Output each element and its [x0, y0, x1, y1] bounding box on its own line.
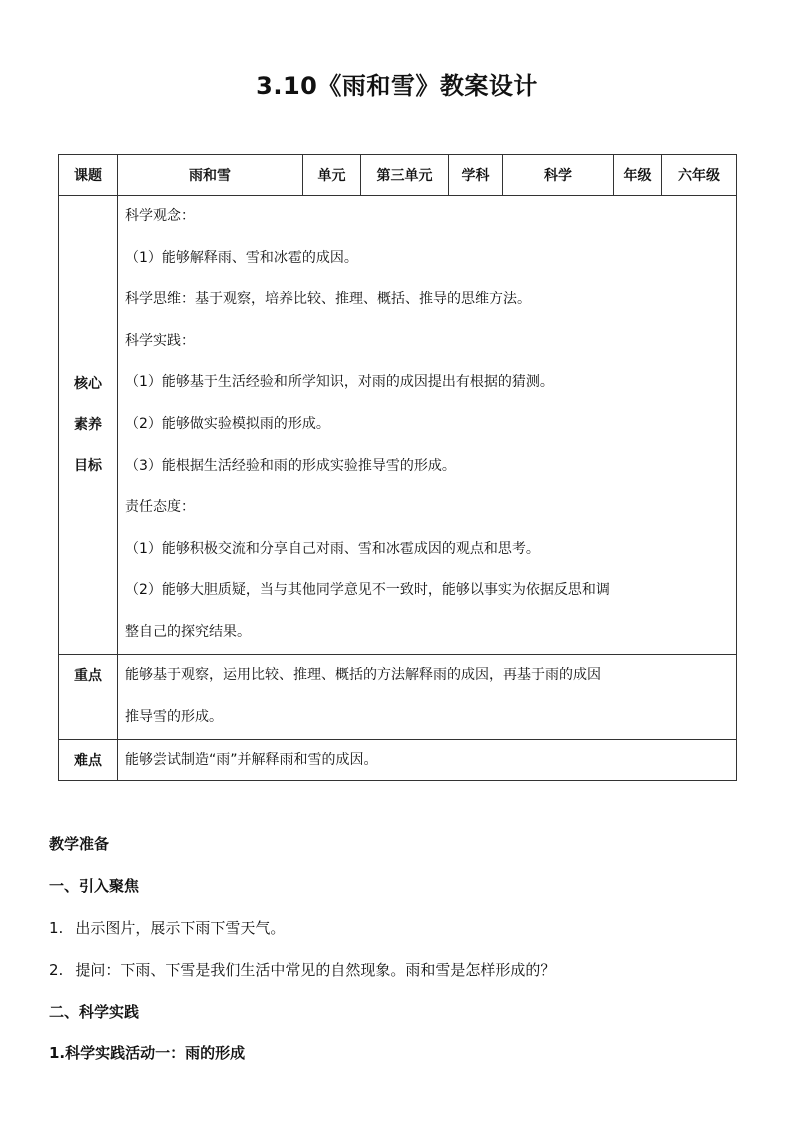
goal-line: 科学观念：: [125, 208, 195, 224]
goal-line: （1）能够积极交流和分享自己对雨、雪和冰雹成因的观点和思考。: [125, 540, 540, 557]
grade-value: 六年级: [662, 155, 737, 196]
goal-line: 科学实践：: [125, 332, 195, 349]
key-points-content: [118, 655, 737, 740]
goal-line: （3）能根据生活经验和雨的形成实验推导雪的形成。: [125, 457, 456, 474]
subject-label: 学科: [449, 155, 503, 196]
goal-line: （2）能够大胆质疑，当与其他同学意见不一致时，能够以事实为依据反思和调: [125, 582, 610, 599]
item-number: 2.: [49, 961, 64, 979]
goal-line: 责任态度：: [125, 499, 195, 516]
core-goals-label-line: 核心: [74, 375, 102, 392]
section1-item: [49, 959, 555, 980]
key-points-label: 重点: [59, 655, 118, 740]
key-points-line: 推导雪的形成。: [125, 708, 223, 725]
core-goals-label-line: 目标: [74, 457, 102, 474]
header-row: [59, 155, 737, 196]
activity1-heading: 1.科学实践活动一：雨的形成: [49, 1044, 246, 1062]
item-text: 提问：下雨、下雪是我们生活中常见的自然现象。雨和雪是怎样形成的？: [75, 961, 556, 979]
item-text: 出示图片，展示下雨下雪天气。: [75, 919, 286, 937]
grade-label: 年级: [614, 155, 662, 196]
goal-line: （1）能够基于生活经验和所学知识，对雨的成因提出有根据的猜测。: [125, 374, 554, 391]
key-points-row: [59, 655, 737, 740]
core-goals-label: [59, 196, 118, 655]
difficulties-content: [118, 740, 737, 781]
goal-line: （2）能够做实验模拟雨的形成。: [125, 415, 330, 432]
difficulties-label: 难点: [59, 740, 118, 781]
section2-heading: 二、科学实践: [49, 1003, 140, 1021]
lesson-plan-table: [58, 154, 737, 781]
section1-item: [49, 917, 285, 938]
goal-line: 整自己的探究结果。: [125, 623, 251, 640]
goal-line: （1）能够解释雨、雪和冰雹的成因。: [125, 249, 358, 266]
unit-label: 单元: [303, 155, 361, 196]
section1-heading: 一、引入聚焦: [49, 877, 140, 895]
unit-value: 第三单元: [361, 155, 449, 196]
teaching-prep-heading: 教学准备: [49, 835, 110, 853]
lesson-label: 课题: [59, 155, 118, 196]
key-points-line: 能够基于观察，运用比较、推理、概括的方法解释雨的成因，再基于雨的成因: [125, 667, 601, 683]
difficulties-row: [59, 740, 737, 781]
difficulties-text: 能够尝试制造“雨”并解释雨和雪的成因。: [125, 752, 378, 768]
core-goals-content: [118, 196, 737, 655]
goal-line: 科学思维：基于观察，培养比较、推理、概括、推导的思维方法。: [125, 291, 531, 308]
lesson-value: 雨和雪: [118, 155, 303, 196]
subject-value: 科学: [503, 155, 614, 196]
core-goals-row: [59, 196, 737, 655]
item-number: 1.: [49, 919, 64, 937]
core-goals-label-line: 素养: [74, 416, 102, 433]
document-title: 3.10《雨和雪》教案设计: [256, 72, 538, 100]
